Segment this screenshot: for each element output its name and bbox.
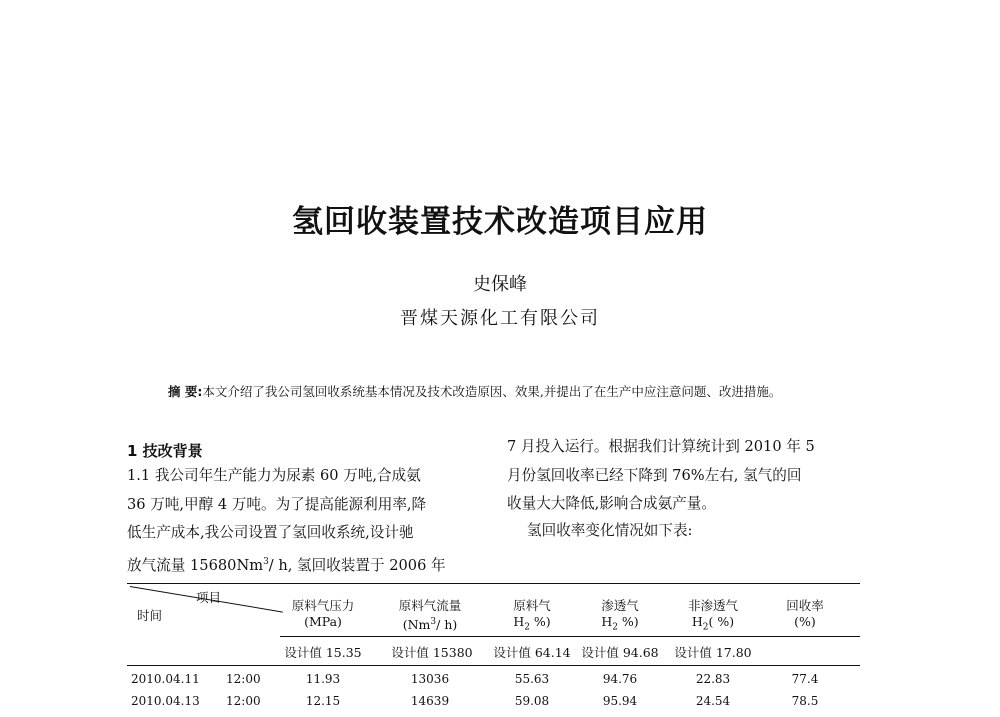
table-cell: 13036: [410, 672, 450, 686]
paragraph-line: 1.1 我公司年生产能力为尿素 60 万吨,合成氨: [127, 467, 421, 484]
paragraph-line: 36 万吨,甲醇 4 万吨。为了提高能源利用率,降: [127, 495, 427, 513]
design-value: 设计值 17.80: [674, 645, 752, 660]
table-cell: 14639: [410, 694, 450, 708]
abstract-label: 摘 要:: [168, 384, 203, 399]
section-heading: 1 技改背景: [127, 442, 203, 460]
table-cell: 24.54: [695, 694, 731, 708]
table-cell: 94.76: [602, 672, 638, 686]
header-permeate-h2: 渗透气 $H_2$ %): [601, 598, 639, 633]
left-column-text: [127, 462, 446, 580]
author-name: 史保峰: [473, 274, 527, 295]
table-cell: 22.83: [695, 672, 731, 686]
table-cell: 55.63: [514, 672, 550, 686]
abstract-text: 本文介绍了我公司氢回收系统基本情况及技术改造原因、效果,并提出了在生产中应注意问题、改进措施。: [202, 384, 782, 399]
header-feed-flow: 原料气流量 (Nm$^3$/ h): [398, 598, 462, 633]
table-top-rule: [127, 583, 860, 584]
header-feed-pressure: 原料气压力 (MPa): [291, 598, 355, 629]
design-rule: [127, 665, 860, 666]
table-cell: 59.08: [514, 694, 550, 708]
table-intro: 氢回收率变化情况如下表:: [527, 522, 693, 539]
table-cell: 78.5: [791, 694, 819, 708]
abstract: [168, 382, 781, 400]
design-value: 设计值 64.14: [493, 645, 571, 660]
corner-item-label: 项目: [196, 590, 222, 605]
table-cell: 77.4: [791, 672, 819, 686]
design-value: 设计值 94.68: [581, 645, 659, 660]
paragraph-line: 放气流量 15680Nm$^3$/ h, 氢回收装置于 2006 年: [127, 556, 446, 574]
author-affiliation: 晋煤天源化工有限公司: [400, 308, 600, 329]
header-recovery-rate: 回收率 (%): [786, 598, 824, 629]
table-cell: 11.93: [305, 672, 341, 686]
header-nonpermeate-h2: 非渗透气 $H_2$( %): [687, 598, 738, 633]
table-row-time: 12:00: [226, 672, 261, 686]
paragraph-line: 低生产成本,我公司设置了氢回收系统,设计驰: [127, 524, 414, 541]
table-cell: 12.15: [305, 694, 341, 708]
paragraph-line: 月份氢回收率已经下降到 76%左右, 氢气的回: [507, 466, 802, 484]
header-rule: [280, 636, 860, 637]
right-column-text: [507, 433, 815, 519]
header-feed-h2: 原料气 $H_2$ %): [513, 598, 551, 633]
table-cell: 95.94: [602, 694, 638, 708]
corner-time-label: 时间: [137, 608, 163, 623]
paragraph-line: 7 月投入运行。根据我们计算统计到 2010 年 5: [507, 438, 815, 455]
table-row-date: 2010.04.13: [131, 694, 200, 708]
design-value: 设计值 15.35: [284, 645, 362, 660]
table-row-time: 12:00: [226, 694, 261, 708]
design-value: 设计值 15380: [391, 645, 473, 660]
table-row-date: 2010.04.11: [131, 672, 200, 686]
paragraph-line: 收量大大降低,影响合成氨产量。: [507, 495, 716, 512]
paper-title: 氢回收装置技术改造项目应用: [292, 204, 708, 240]
